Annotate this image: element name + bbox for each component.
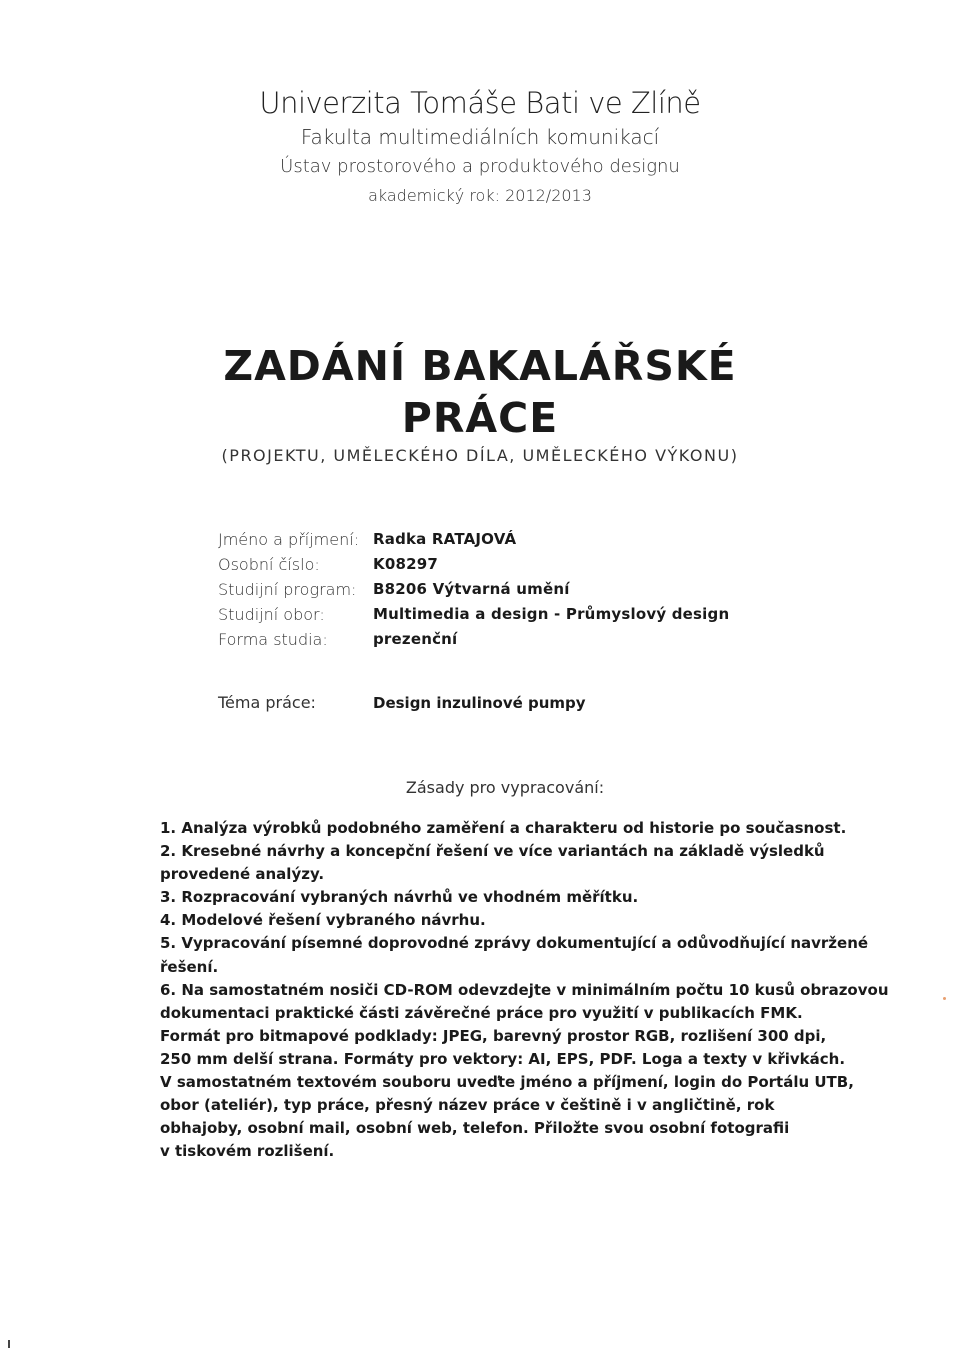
info-value: K08297 — [373, 555, 439, 573]
scan-speck — [943, 997, 946, 1000]
principles-line: 2. Kresebné návrhy a koncepční řešení ve více variantách na základě výsledků — [160, 842, 825, 861]
title-block — [160, 340, 800, 468]
principles-line: 4. Modelové řešení vybraného návrhu. — [160, 911, 486, 930]
info-label: Studijní obor: — [218, 605, 325, 624]
info-label: Studijní program: — [218, 580, 357, 599]
principles-line: provedené analýzy. — [160, 865, 325, 884]
principles-line: 3. Rozpracování vybraných návrhů ve vhodném měřítku. — [160, 888, 639, 907]
principles-line: obhajoby, osobní mail, osobní web, telefon. Přiložte svou osobní fotografii — [160, 1119, 790, 1138]
principles-line: 250 mm delší strana. Formáty pro vektory: AI, EPS, PDF. Loga a texty v křivkách. — [160, 1049, 846, 1068]
principles-line: obor (ateliér), typ práce, přesný název práce v češtině i v angličtině, rok — [160, 1096, 775, 1115]
info-row-name — [218, 527, 778, 552]
info-row-field — [218, 602, 778, 627]
topic-label: Téma práce: — [218, 693, 316, 712]
principles-line: řešení. — [160, 957, 219, 976]
info-row-study-program — [218, 577, 778, 602]
topic-value: Design inzulinové pumpy — [373, 694, 586, 712]
principles-line: 1. Analýza výrobků podobného zaměření a charakteru od historie po současnost. — [160, 819, 847, 837]
institute-name: Ústav prostorového a produktového designu — [280, 156, 680, 177]
principles-line: 6. Na samostatném nosiči CD-ROM odevzdejte v minimálním počtu 10 kusů obrazovou — [160, 980, 889, 999]
info-value: B8206 Výtvarná umění — [373, 580, 570, 598]
principles-heading: Zásady pro vypracování: — [405, 778, 605, 797]
document-title: ZADÁNÍ BAKALÁŘSKÉ PRÁCE — [223, 342, 737, 442]
document-subtitle: (PROJEKTU, UMĚLECKÉHO DÍLA, UMĚLECKÉHO VÝKONU) — [221, 446, 739, 465]
principles-line: v tiskovém rozlišení. — [160, 1142, 335, 1161]
info-row-form — [218, 627, 778, 652]
principles-line: V samostatném textovém souboru uveďte jméno a příjmení, login do Portálu UTB, — [160, 1073, 854, 1092]
info-label: Jméno a příjmení: — [218, 530, 360, 549]
principles-list — [160, 817, 889, 1163]
topic-row — [218, 690, 586, 716]
info-row-personal-number — [218, 552, 778, 577]
info-label: Osobní číslo: — [218, 555, 320, 574]
info-value: Radka RATAJOVÁ — [373, 530, 517, 548]
info-value: prezenční — [373, 630, 458, 648]
faculty-name: Fakulta multimediálních komunikací — [300, 125, 660, 149]
info-value: Multimedia a design - Průmyslový design — [373, 605, 730, 623]
principles-line: dokumentaci praktické části závěrečné práce pro využití v publikacích FMK. — [160, 1003, 803, 1022]
info-label: Forma studia: — [218, 630, 328, 649]
scan-mark — [8, 1340, 10, 1348]
university-name: Univerzita Tomáše Bati ve Zlíně — [259, 86, 701, 120]
document-header — [160, 84, 800, 210]
academic-year: akademický rok: 2012/2013 — [368, 186, 592, 205]
principles-line: 5. Vypracování písemné doprovodné zprávy dokumentující a odůvodňující navržené — [160, 934, 869, 953]
student-info — [218, 527, 778, 652]
principles-line: Formát pro bitmapové podklady: JPEG, barevný prostor RGB, rozlišení 300 dpi, — [160, 1026, 827, 1045]
